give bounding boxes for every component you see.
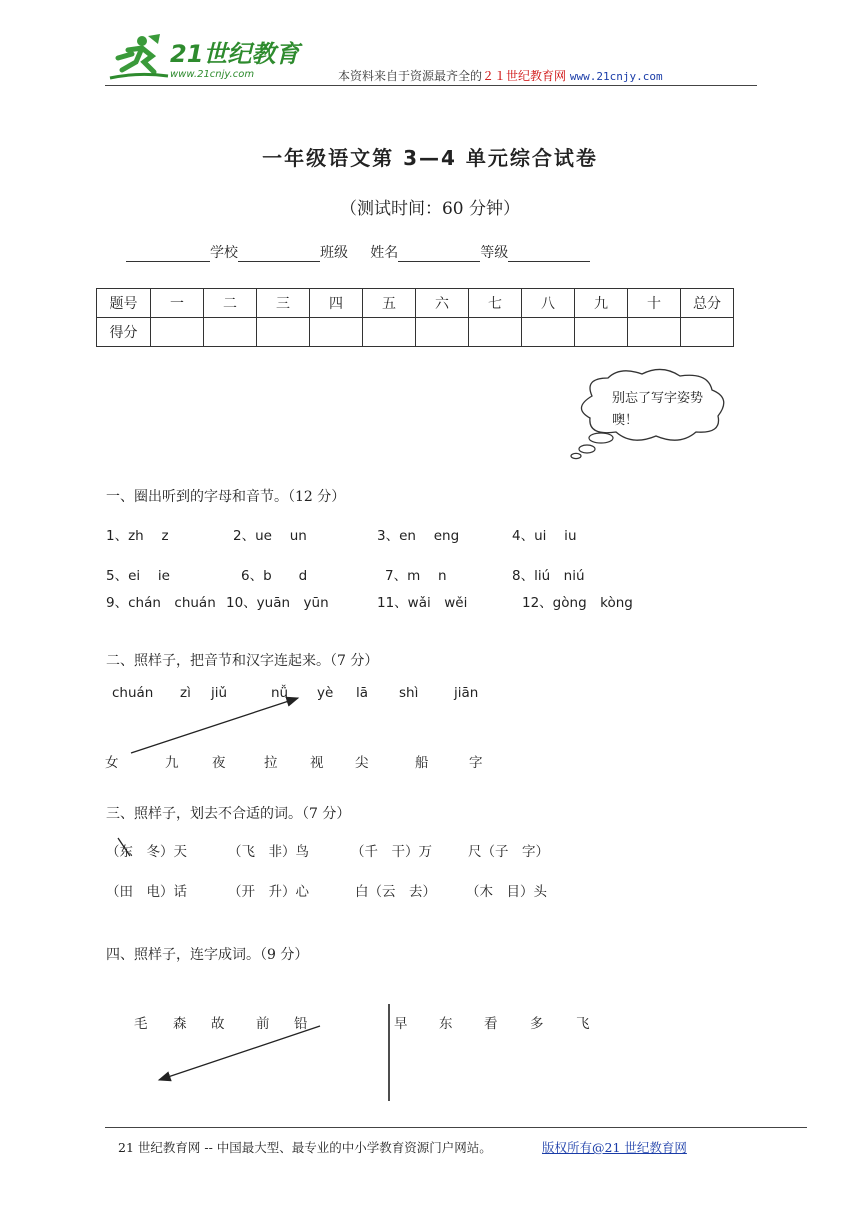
name-label: 姓名 (370, 245, 399, 261)
source-note-prefix: 本资料来自于资源最齐全的 (338, 69, 483, 83)
q4-right-char: 飞 (576, 1016, 590, 1032)
q4-left-char: 毛 (134, 1016, 148, 1032)
q3-item: （飞 非）鸟 (228, 844, 309, 860)
q2-pinyin: shì (399, 685, 419, 701)
score-header-cell: 九 (575, 289, 628, 318)
q2-hanzi: 女 (105, 755, 119, 771)
logo-text: 21世纪教育 (170, 40, 300, 68)
q1-item: 9、chán chuán (106, 595, 216, 611)
bubble-text: 别忘了写字姿势噢！ (612, 391, 704, 428)
q2-pinyin: chuán (112, 685, 154, 701)
q1-item: 2、ue un (233, 528, 307, 544)
q2-hanzi: 字 (469, 755, 483, 771)
score-header-cell: 六 (416, 289, 469, 318)
footer-text: 21 世纪教育网 -- 中国最大型、最专业的中小学教育资源门户网站。 (118, 1140, 492, 1155)
q3-item: 白（云 去） (355, 884, 436, 900)
score-header-cell: 五 (363, 289, 416, 318)
q3-item: （开 升）心 (228, 884, 309, 900)
score-header-cell: 七 (469, 289, 522, 318)
q4-right-char: 东 (439, 1016, 453, 1032)
q4-title: 四、照样子，连字成词。（9 分） (106, 947, 309, 963)
q1-title: 一、圈出听到的字母和音节。（12 分） (106, 489, 346, 505)
q3-example-strike (118, 838, 130, 856)
source-note-url[interactable]: www.21cnjy.com (569, 70, 663, 83)
q1-item: 8、liú niú (512, 568, 585, 584)
score-header-cell: 四 (310, 289, 363, 318)
footer-divider (105, 1127, 807, 1128)
q3-item: 尺（子 字） (468, 844, 549, 860)
source-note-site: ２１世纪教育网 (482, 69, 567, 83)
q2-pinyin: jiǔ (211, 685, 228, 701)
q1-item: 11、wǎi wěi (377, 595, 468, 611)
footer-copyright-link[interactable]: 版权所有@21 世纪教育网 (542, 1140, 687, 1155)
score-header-cell: 二 (204, 289, 257, 318)
grade-label: 等级 (480, 245, 509, 261)
q4-left-char: 故 (211, 1016, 225, 1032)
q3-title: 三、照样子，划去不合适的词。（7 分） (106, 806, 351, 822)
q2-hanzi: 拉 (264, 755, 278, 771)
q1-item: 5、ei ie (106, 568, 170, 584)
q4-right-char: 看 (484, 1016, 498, 1032)
q1-item: 6、b d (241, 568, 308, 584)
page-subtitle: （测试时间：60 分钟） (339, 199, 521, 219)
q3-item: （田 电）话 (106, 884, 187, 900)
q2-pinyin: nǚ (271, 685, 289, 701)
q1-item: 4、ui iu (512, 528, 577, 544)
q2-pinyin: lā (356, 685, 369, 701)
q2-pinyin: yè (317, 685, 334, 701)
q4-left-char: 铅 (294, 1016, 308, 1032)
q1-item: 12、gòng kòng (522, 595, 633, 611)
q4-left-char: 前 (256, 1016, 270, 1032)
score-row-label: 得分 (97, 318, 151, 347)
q4-left-char: 森 (173, 1016, 187, 1032)
q4-example-arrow (159, 1026, 320, 1080)
class-label: 班级 (320, 245, 348, 261)
page-title: 一年级语文第 3—4 单元综合试卷 (262, 146, 598, 170)
score-header-cell: 十 (628, 289, 681, 318)
q1-item: 3、en eng (377, 528, 460, 544)
q2-hanzi: 夜 (212, 755, 226, 771)
school-label: 学校 (210, 245, 238, 261)
q3-item: （东 冬）天 (106, 844, 187, 860)
q2-pinyin: zì (180, 685, 191, 701)
q2-example-arrow (131, 698, 298, 753)
q2-hanzi: 船 (415, 755, 429, 771)
score-header-cell: 总分 (681, 289, 734, 318)
q4-right-char: 多 (530, 1016, 544, 1032)
q1-item: 10、yuān yūn (226, 595, 329, 611)
q2-pinyin: jiān (454, 685, 479, 701)
score-header-cell: 三 (257, 289, 310, 318)
score-header-cell: 八 (522, 289, 575, 318)
q1-item: 7、m n (385, 568, 447, 584)
q4-right-char: 早 (394, 1016, 408, 1032)
logo-url: www.21cnjy.com (170, 69, 255, 80)
score-header-cell: 一 (151, 289, 204, 318)
q1-item: 1、zh z (106, 528, 169, 544)
score-header-cell: 题号 (97, 289, 151, 318)
q2-hanzi: 视 (310, 755, 324, 771)
q3-item: （木 目）头 (466, 884, 547, 900)
q2-title: 二、照样子，把音节和汉字连起来。（7 分） (106, 653, 379, 669)
q3-item: （千 干）万 (351, 844, 432, 860)
q2-hanzi: 九 (165, 755, 179, 771)
q2-hanzi: 尖 (355, 755, 369, 771)
